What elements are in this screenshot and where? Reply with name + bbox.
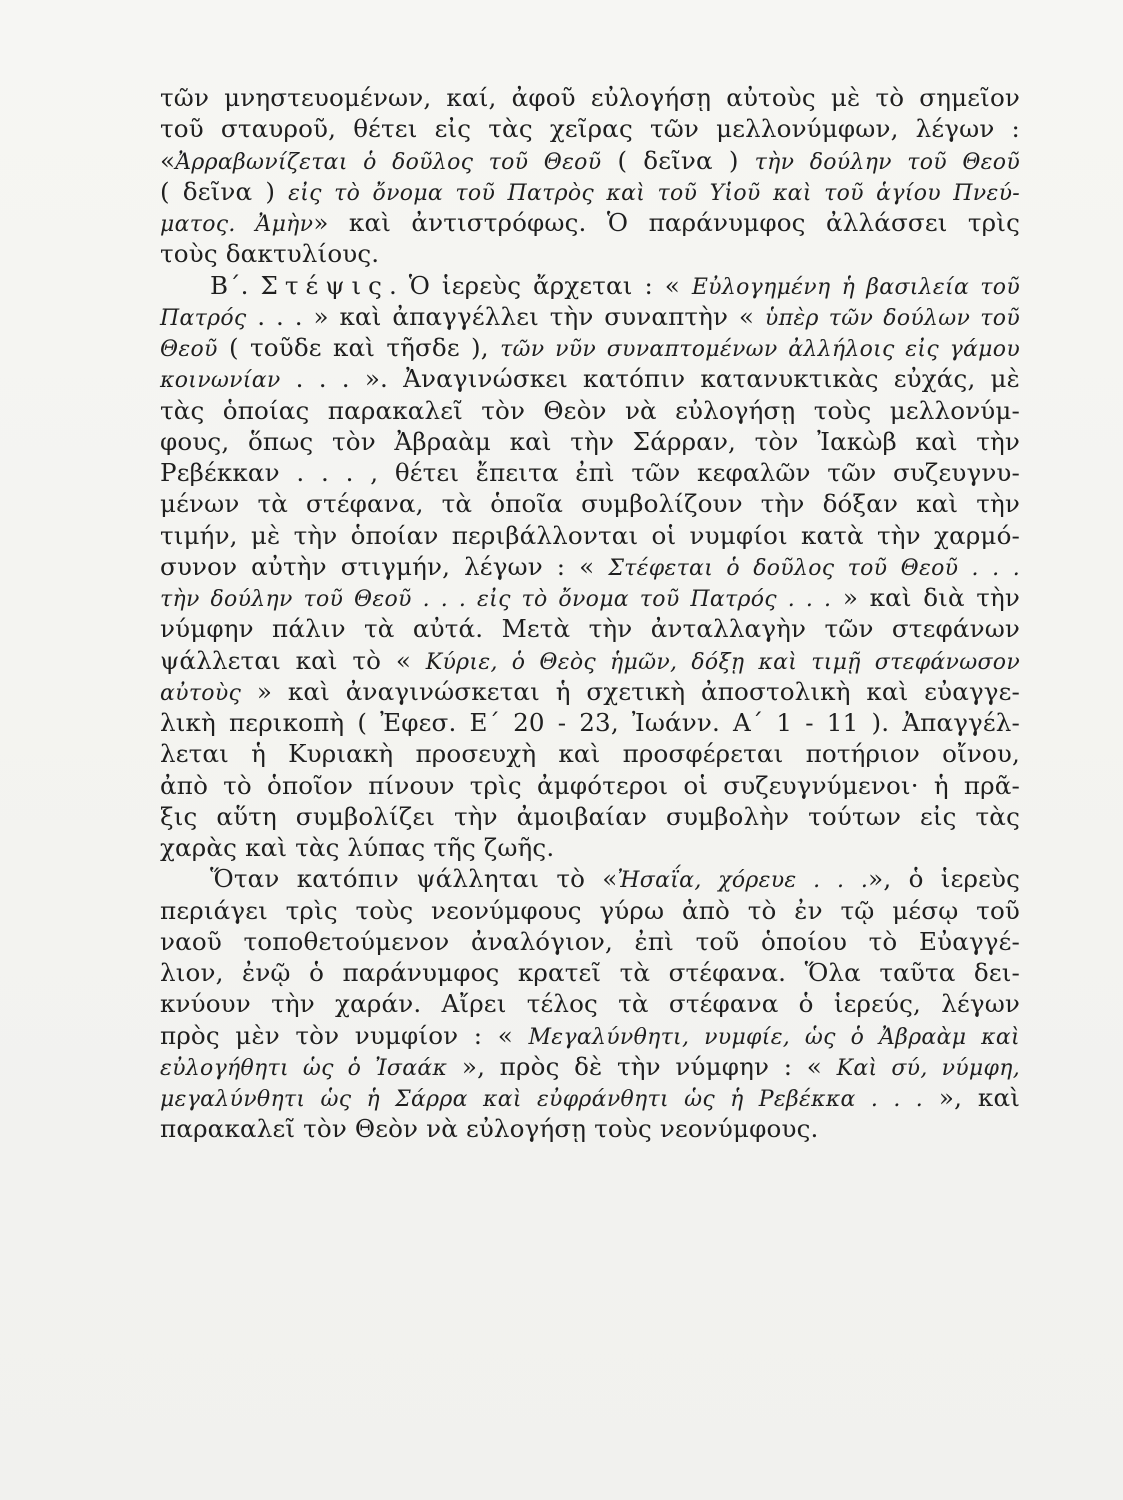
text-line: τὰς ὁποίας παρακαλεῖ τὸν Θεὸν νὰ εὐλογήσῃ τοὺς μελλονύμ- [160, 395, 1020, 425]
text-line [160, 363, 1020, 394]
text-segment: », ὁ ἱερεὺς [868, 864, 1020, 894]
text-line: παρακαλεῖ τὸν Θεὸν νὰ εὐλογήσῃ τοὺς νεονύμφους. [160, 1114, 819, 1144]
liturgical-quote: Ἀρραβωνίζεται ὁ δοῦλος τοῦ Θεοῦ [175, 149, 602, 175]
liturgical-quote: Στέφεται ὁ δοῦλος τοῦ Θεοῦ . . . [608, 555, 1020, 581]
text-line: κνύουν τὴν χαράν. Αἴρει τέλος τὰ στέφανα ὁ ἱερεύς, λέγων [160, 989, 1020, 1019]
text-line [160, 551, 1020, 582]
liturgical-quote: Κύριε, ὁ Θεὸς ἡμῶν, δόξῃ καὶ τιμῇ στεφάνωσον [425, 649, 1021, 675]
text-line: ἀπὸ τὸ ὁποῖον πίνουν τρὶς ἀμφότεροι οἱ συζευγνύμενοι· ἡ πρᾶ- [160, 770, 1020, 800]
liturgical-quote: μεγαλύνθητι ὡς ἡ Σάρρα καὶ εὐφράνθητι ὡς ἡ Ρεβέκκα . . . [160, 1087, 924, 1112]
text-segment: . Ὁ ἱερεὺς ἄρχεται : « [388, 270, 692, 300]
text-line: λικὴ περικοπὴ ( Ἐφεσ. Ε΄ 20 - 23, Ἰωάνν. Α΄ 1 - 11 ). Ἀπαγγέλ- [160, 708, 1020, 737]
text-segment: ( τοῦδε καὶ τῆσδε ), [217, 333, 501, 362]
text-line: φους, ὅπως τὸν Ἀβραὰμ καὶ τὴν Σάρραν, τὸν Ἰακὼβ καὶ τὴν [160, 426, 1020, 456]
text-line [160, 332, 1020, 363]
liturgical-quote: Ἠσαΐα, χόρευε . . . [617, 868, 869, 894]
text-line: τῶν μνηστευομένων, καί, ἀφοῦ εὐλογήσῃ αὐτοὺς μὲ τὸ σημεῖον [160, 83, 1020, 112]
text-line: Ρεβέκκαν . . . , θέτει ἔπειτα ἐπὶ τῶν κεφαλῶν τῶν συζευγνυ- [160, 458, 1020, 487]
text-segment: ( δεῖνα ) [160, 176, 289, 206]
text-segment: », καὶ [923, 1083, 1020, 1112]
body-text [160, 82, 1020, 1145]
liturgical-quote: εὐλογήθητι ὡς ὁ Ἰσαάκ [160, 1055, 448, 1081]
liturgical-quote: Θεοῦ [160, 337, 218, 362]
text-line: νύμφην πάλιν τὰ αὐτά. Μετὰ τὴν ἀνταλλαγὴν τῶν στεφάνων [160, 614, 1020, 644]
text-segment: Ὅταν κατόπιν ψάλληται τὸ « [210, 864, 618, 894]
text-line [160, 176, 1020, 207]
text-line: λιον, ἐνῷ ὁ παράνυμφος κρατεῖ τὰ στέφανα. Ὅλα ταῦτα δει- [160, 958, 1020, 987]
liturgical-quote: τὴν δούλην τοῦ Θεοῦ [754, 149, 1020, 175]
text-segment: συνον αὐτὴν στιγμήν, λέγων : « [160, 551, 609, 581]
text-line [160, 1051, 1020, 1082]
text-line: τοῦ σταυροῦ, θέτει εἰς τὰς χεῖρας τῶν μελλονύμφων, λέγων : [160, 114, 1020, 144]
section-number: Β΄. [210, 270, 261, 300]
text-line: τιμήν, μὲ τὴν ὁποίαν περιβάλλονται οἱ νυμφίοι κατὰ τὴν χαρμό- [160, 520, 1020, 550]
text-line [160, 301, 1020, 332]
text-line: λεται ἡ Κυριακὴ προσευχὴ καὶ προσφέρεται ποτήριον οἴνου, [160, 739, 1020, 769]
text-line [160, 145, 1020, 176]
text-line [160, 645, 1020, 676]
liturgical-quote: τὴν δούλην τοῦ Θεοῦ . . . εἰς τὸ ὄνομα τοῦ Πατρός . . . [160, 587, 832, 612]
text-segment: ψάλλεται καὶ τὸ « [160, 645, 426, 675]
liturgical-quote: αὐτοὺς [160, 680, 242, 706]
text-line: τοὺς δακτυλίους. [160, 239, 380, 269]
text-line: ναοῦ τοποθετούμενον ἀναλόγιον, ἐπὶ τοῦ ὁποίου τὸ Εὐαγγέ- [160, 926, 1020, 956]
liturgical-quote: Καὶ σύ, νύμφη, [836, 1055, 1020, 1081]
text-segment: » καὶ διὰ τὴν [831, 583, 1020, 612]
text-line: μένων τὰ στέφανα, τὰ ὁποῖα συμβολίζουν τὴν δόξαν καὶ τὴν [160, 489, 1020, 519]
text-segment: πρὸς μὲν τὸν νυμφίον : « [160, 1020, 529, 1050]
text-line [160, 863, 1020, 894]
quote-mark: « [160, 145, 176, 175]
text-line [160, 676, 1020, 707]
text-segment: . . . ». Ἀναγινώσκει κατόπιν κατανυκτικὰς εὐχάς, μὲ [280, 364, 1020, 394]
liturgical-quote: Πατρός [160, 305, 247, 331]
liturgical-quote: Εὐλογημένη ἡ βασιλεία τοῦ [691, 274, 1020, 300]
liturgical-quote: τῶν νῦν συναπτομένων ἀλλήλοις εἰς γάμου [500, 337, 1020, 362]
liturgical-quote: ματος. Ἀμὴν [160, 212, 314, 237]
text-line [160, 207, 1020, 238]
text-line [160, 582, 1020, 613]
text-segment: . . . » καὶ ἀπαγγέλλει τὴν συναπτὴν « [246, 301, 765, 331]
text-segment: » καὶ ἀντιστρόφως. Ὁ παράνυμφος ἀλλάσσει τρὶς [313, 208, 1020, 237]
text-segment: ( δεῖνα ) [601, 145, 755, 175]
liturgical-quote: κοινωνίαν [160, 368, 281, 394]
text-segment: », πρὸς δὲ τὴν νύμφην : « [447, 1051, 837, 1081]
text-line [160, 1020, 1020, 1051]
section-title: Στέψις [260, 270, 389, 300]
liturgical-quote: Μεγαλύνθητι, νυμφίε, ὡς ὁ Ἀβραὰμ καὶ [528, 1024, 1020, 1050]
liturgical-quote: εἰς τὸ ὄνομα τοῦ Πατρὸς καὶ τοῦ Υἱοῦ καὶ τοῦ ἁγίου Πνεύ- [288, 180, 1020, 206]
liturgical-quote: ὑπὲρ τῶν δούλων τοῦ [764, 305, 1020, 331]
text-line: ξις αὕτη συμβολίζει τὴν ἀμοιβαίαν συμβολὴν τούτων εἰς τὰς [160, 801, 1020, 831]
section-heading-line [160, 270, 1020, 301]
text-line [160, 1082, 1020, 1113]
text-line: περιάγει τρὶς τοὺς νεονύμφους γύρω ἀπὸ τὸ ἐν τῷ μέσῳ τοῦ [160, 895, 1020, 925]
text-line: χαρὰς καὶ τὰς λύπας τῆς ζωῆς. [160, 833, 555, 862]
text-segment: » καὶ ἀναγινώσκεται ἡ σχετικὴ ἀποστολικὴ καὶ εὐαγγε- [241, 676, 1020, 706]
